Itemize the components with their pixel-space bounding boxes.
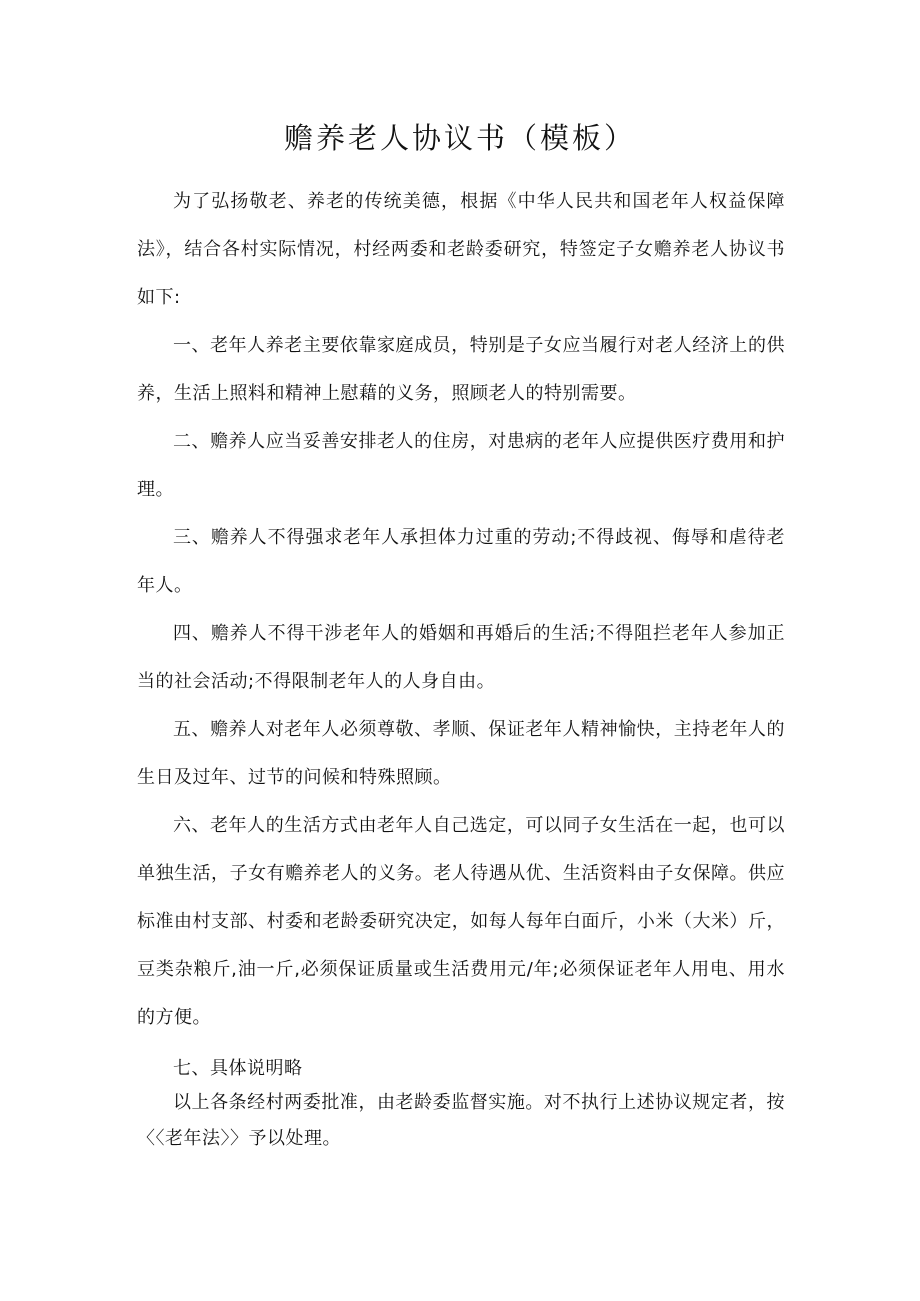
clause-4-paragraph: 四、赡养人不得干涉老年人的婚姻和再婚后的生活;不得阻拦老年人参加正当的社会活动;不得限制老年人的人身自由。	[137, 623, 785, 692]
clause-7-paragraph: 七、具体说明略	[173, 1058, 303, 1079]
clause-1-paragraph: 一、老年人养老主要依靠家庭成员，特别是子女应当履行对老人经济上的供养，生活上照料和精神上慰藉的义务，照顾老人的特别需要。	[137, 335, 785, 404]
clause-6-paragraph: 六、老年人的生活方式由老年人自己选定，可以同子女生活在一起，也可以单独生活，子女有赡养老人的义务。老人待遇从优、生活资料由子女保障。供应标准由村支部、村委和老龄委研究决定，如每人每年白面斤，小米（大米）斤，豆类杂粮斤,油一斤,必须保证质量或生活费用元/年;必须保证老年人用电、用水的方便。	[137, 815, 785, 1028]
document-title: 赡养老人协议书（模板）	[283, 121, 636, 155]
intro-paragraph: 为了弘扬敬老、养老的传统美德，根据《中华人民共和国老年人权益保障法》，结合各村实际情况，村经两委和老龄委研究，特签定子女赡养老人协议书如下:	[137, 191, 785, 308]
clause-3-paragraph: 三、赡养人不得强求老年人承担体力过重的劳动;不得歧视、侮辱和虐待老年人。	[137, 527, 785, 596]
closing-paragraph: 以上各条经村两委批准，由老龄委监督实施。对不执行上述协议规定者，按〈〈老年法〉〉予以处理。	[137, 1092, 785, 1149]
clause-2-paragraph: 二、赡养人应当妥善安排老人的住房，对患病的老年人应提供医疗费用和护理。	[137, 431, 785, 500]
clause-5-paragraph: 五、赡养人对老年人必须尊敬、孝顺、保证老年人精神愉快，主持老年人的生日及过年、过节的问候和特殊照顾。	[137, 719, 785, 788]
